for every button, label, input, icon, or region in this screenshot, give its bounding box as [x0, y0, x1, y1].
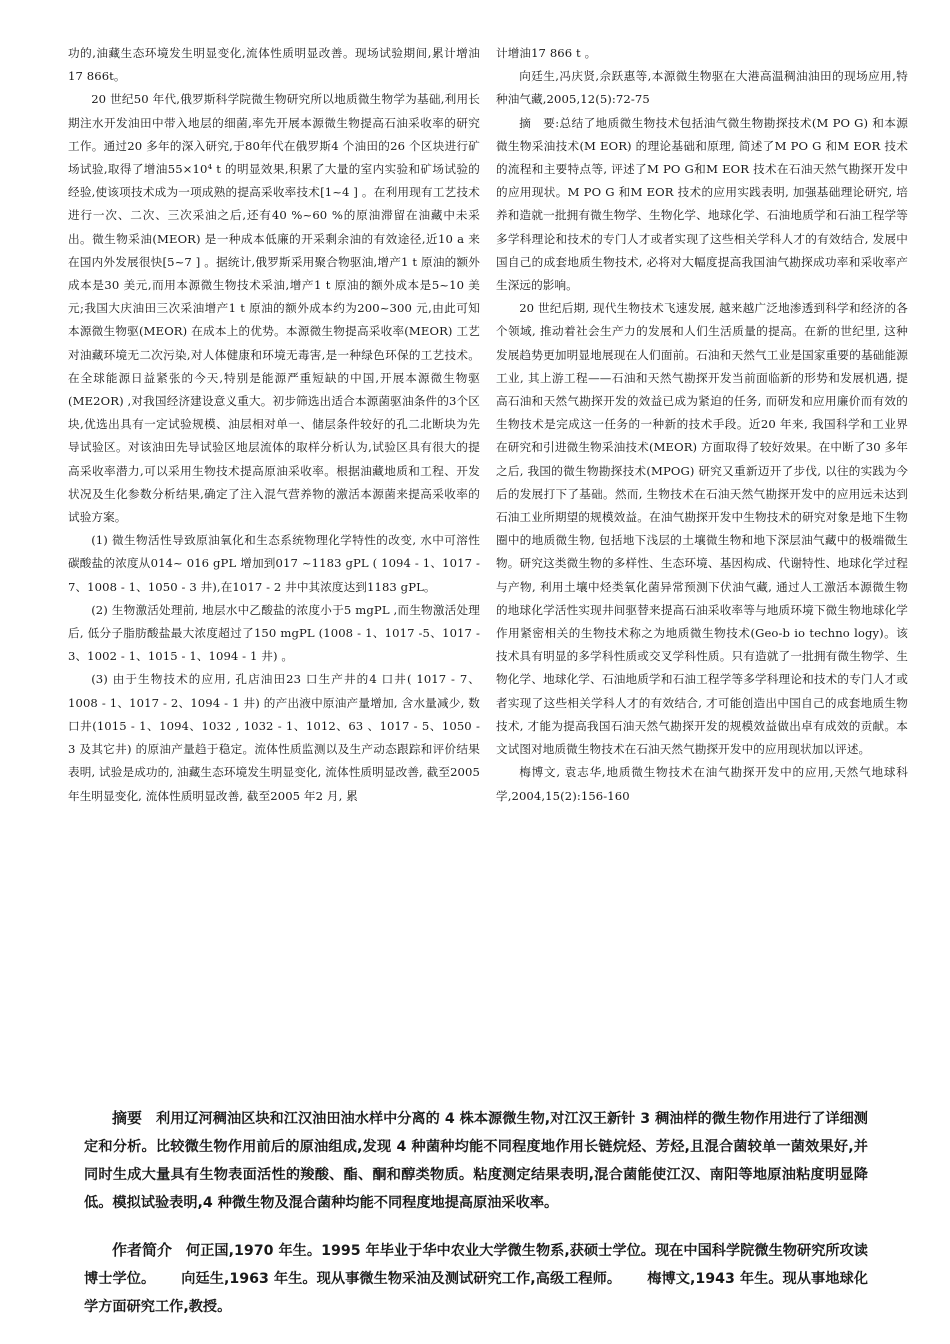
right-column: [496, 42, 908, 808]
author-person-1: 何正国,1970 年生。1995 年毕业于华中农业大学微生物系,获硕士学位。现在中国科学院微生物研究所攻读博士学位。: [84, 1243, 868, 1287]
left-column: [68, 42, 480, 808]
left-paragraph-1: 功的,油藏生态环境发生明显变化,流体性质明显改善。现场试验期间,累计增油17 866t。: [68, 46, 480, 84]
author-person-3: 梅博文,1943 年生。现从事地球化学方面研究工作,教授。: [84, 1271, 868, 1315]
abstract-block: [84, 1104, 868, 1217]
abstract-text: 利用辽河稠油区块和江汉油田油水样中分离的 4 株本源微生物,对江汉王新针 3 稠油样的微生物作用进行了详细测定和分析。比较微生物作用前后的原油组成,发现 4 种菌种均能不同程度地作用长链烷烃、芳烃,且混合菌较单一菌效果好,并同时生成大量具有生物表面活性的羧酸、酯、酮和醇类物质。粘度测定结果表明,混合菌能使江汉、南阳等地原油粘度明显降低。模拟试验表明,4 种微生物及混合菌种均能不同程度地提高原油采收率。: [84, 1111, 868, 1211]
reference-1: 向廷生,冯庆贤,佘跃惠等,本源微生物驱在大港高温稠油油田的现场应用,特种油气藏,2005,12(5):72-75: [496, 69, 908, 107]
right-paragraph-3: 20 世纪后期, 现代生物技术飞速发展, 越来越广泛地渗透到科学和经济的各个领域, 推动着社会生产力的发展和人们生活质量的提高。在新的世纪里, 这种发展趋势更加明显地展现在人们面前。石油和天然气工业是国家重要的基础能源工业, 其上游工程——石油和天然气勘探开发当前面临新的形势和发展机遇, 提高石油和天然气勘探开发的效益已成为紧迫的任务, 而研发和应用廉价而有效的生物技术是完成这一任务的一种新的技术手段。近20 年来, 我国科学和工业界在研究和引进微生物采油技术(MEOR) 方面取得了较好效果。在中断了30 多年之后, 我国的微生物勘探技术(MPOG) 研究又重新迈开了步伐, 以往的实践为今后的发展打下了基础。然而, 生物技术在石油天然气勘探开发中的应用远未达到石油工业所期望的规模效益。在油气勘探开发中生物技术的研究对象是地下生物圈中的地质微生物, 包括地下浅层的土壤微生物和地下深层油气藏中的极端微生物。研究这类微生物的多样性、生态环境、基因构成、代谢特性、地球化学过程与产物, 利用土壤中烃类氧化菌异常预测下伏油气藏, 通过人工激活本源微生物的地球化学活性实现井间驱替来提高石油采收率等与地质环境下微生物地球化学作用紧密相关的生物技术称之为地质微生物技术(Geo-b io techno logy)。该技术具有明显的多学科性质或交叉学科性质。只有造就了一批拥有微生物学、生物化学、地球化学、石油地质学和石油工程学等多学科理论和技术的专门人才或者实现了这些相关学科人才的有效结合, 才可能创造出中国自己的成套地质生物技术, 才能为提高我国石油天然气勘探开发的规模效益做出卓有成效的贡献。本文试图对地质微生物技术在石油天然气勘探开发中的应用现状加以评述。: [496, 301, 908, 757]
left-paragraph-3: (1) 微生物活性导致原油氧化和生态系统物理化学特性的改变, 水中可溶性碳酸盐的浓度从014~ 016 gPL 增加到017 ~1183 gPL ( 1094 - 1、1017 - 7、1008 - 1、1050 - 3 井),在1017 - 2 井中其浓度达到1183 gPL。: [68, 533, 480, 594]
right-paragraph-2: 摘 要:总结了地质微生物技术包括油气微生物勘探技术(M PO G) 和本源微生物采油技术(M EOR) 的理论基础和原理, 简述了M PO G 和M EOR 技术的流程和主要特点等, 评述了M PO G和M EOR 技术在石油天然气勘探开发中的应用现状。M PO G 和M EOR 技术的应用实践表明, 加强基础理论研究, 培养和造就一批拥有微生物学、生物化学、地球化学、石油地质学和石油工程学等多学科理论和技术的专门人才或者实现了这些相关学科人才的有效结合, 发展中国自己的成套地质生物技术, 必将对大幅度提高我国油气勘探成功率和采收率产生深远的影响。: [496, 115, 908, 293]
author-block: [84, 1236, 868, 1321]
left-paragraph-5: (3) 由于生物技术的应用, 孔店油田23 口生产井的4 口井( 1017 - 7、1008 - 1、1017 - 2、1094 - 1 井) 的产出液中原油产量增加, 含水量减少, 数口井(1015 - 1、1094、1032 , 1032 - 1、1012、63 、1017 - 5、1050 - 3 及其它井) 的原油产量趋于稳定。流体性质监测以及生产动态跟踪和评价结果表明, 试验是成功的, 油藏生态环境发生明显变化, 流体性质明显改善, 截至2005 年生明显变化, 流体性质明显改善, 截至2005 年2 月, 累: [68, 672, 480, 803]
reference-2: 梅博文, 袁志华,地质微生物技术在油气勘探开发中的应用,天然气地球科学,2004,15(2):156-160: [496, 765, 908, 803]
author-person-2: 向廷生,1963 年生。现从事微生物采油及测试研究工作,高级工程师。: [181, 1271, 622, 1287]
abstract-label: 摘要: [112, 1109, 143, 1127]
right-paragraph-1: 计增油17 866 t 。: [496, 46, 597, 60]
author-label: 作者简介: [112, 1241, 173, 1259]
left-paragraph-4: (2) 生物激活处理前, 地层水中乙酸盐的浓度小于5 mgPL ,而生物激活处理后, 低分子脂肪酸盐最大浓度超过了150 mgPL (1008 - 1、1017 -5、1017 - 3、1002 - 1、1015 - 1、1094 - 1 井) 。: [68, 602, 480, 664]
left-paragraph-2: 20 世纪50 年代,俄罗斯科学院微生物研究所以地质微生物学为基础,利用长期注水开发油田中带入地层的细菌,率先开展本源微生物提高石油采收率的研究工作。通过20 多年的深入研究,于80年代在俄罗斯4 个油田的26 个区块进行矿场试验,取得了增油55×10⁴ t 的明显效果,积累了大量的室内实验和矿场试验的经验,使该项技术成为一项成熟的提高采收率技术[1~4 ] 。在利用现有工艺技术进行一次、二次、三次采油之后,还有40 %~60 %的原油滞留在油藏中未采出。微生物采油(MEOR) 是一种成本低廉的开采剩余油的有效途径,近10 a 来在国内外发展很快[5~7 ] 。据统计,俄罗斯采用聚合物驱油,增产1 t 原油的额外成本是30 美元,而用本源微生物技术采油,增产1 t 原油的额外成本是5~10 美元;我国大庆油田三次采油增产1 t 原油的额外成本约为200~300 元,由此可知本源微生物驱(MEOR) 在成本上的优势。本源微生物提高采收率(MEOR) 工艺对油藏环境无二次污染,对人体健康和环境无毒害,是一种绿色环保的工艺技术。在全球能源日益紧张的今天,特别是能源严重短缺的中国,开展本源微生物驱(ME2OR) ,对我国经济建设意义重大。初步筛选出适合本源菌驱油条件的3个区块,优选出具有一定试验规模、油层相对单一、储层条件较好的孔二北断块为先导试验区。对该油田先导试验区地层流体的取样分析认为,试验区具有很大的提高采收率潜力,可以采用生物技术提高原油采收率。根据油藏地质和工程、开发状况及生化参数分析结果,确定了注入混气营养物的激活本源菌来提高采收率的试验方案。: [68, 92, 480, 525]
